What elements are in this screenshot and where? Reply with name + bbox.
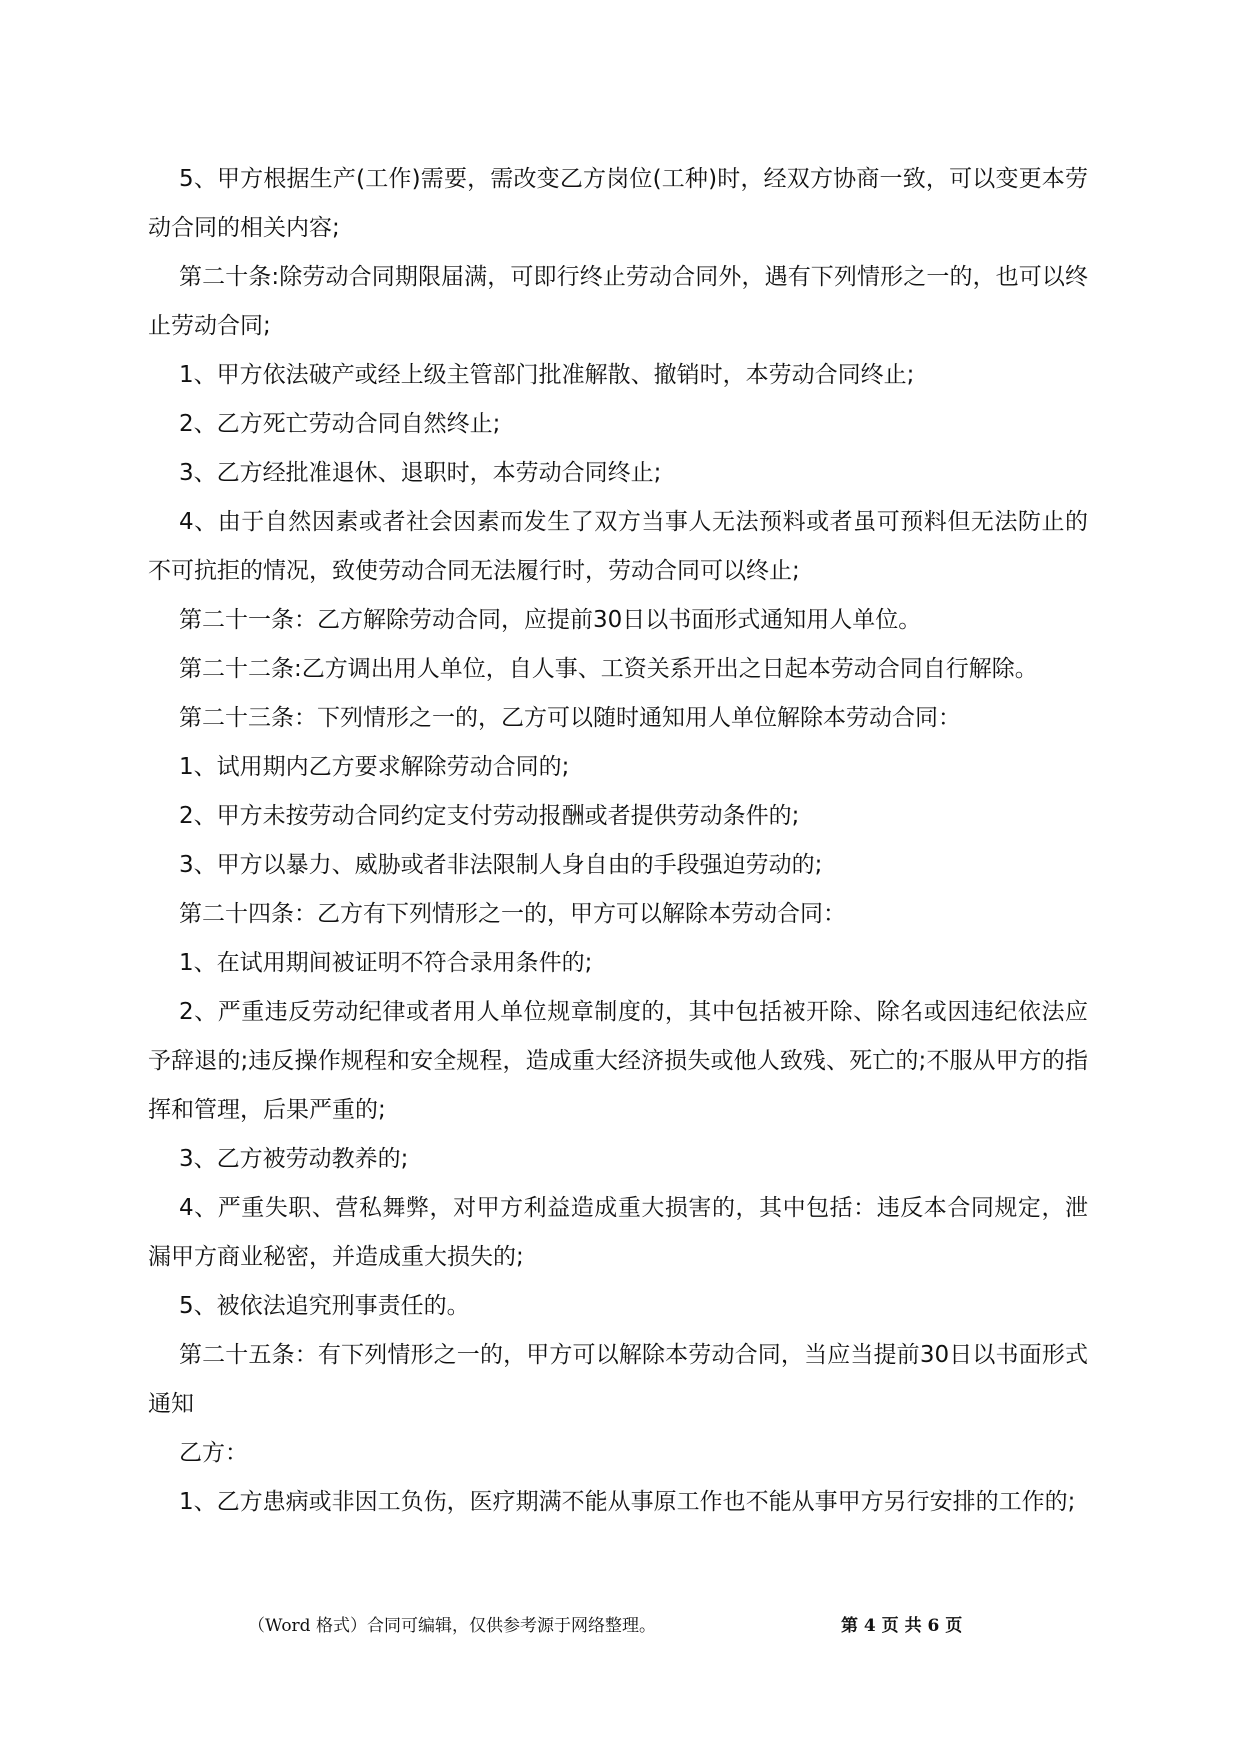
clause-paragraph: 乙方： <box>179 1440 248 1466</box>
clause-paragraph: 5、甲方根据生产(工作)需要，需改变乙方岗位(工种)时，经双方协商一致，可以变更本劳动合同的相关内容; <box>148 166 1088 241</box>
clause-paragraph: 3、乙方被劳动教养的; <box>179 1146 409 1172</box>
clause-paragraph: 第二十四条：乙方有下列情形之一的，甲方可以解除本劳动合同： <box>179 901 846 927</box>
clause-paragraph: 5、被依法追究刑事责任的。 <box>179 1293 470 1319</box>
clause-paragraph: 2、甲方未按劳动合同约定支付劳动报酬或者提供劳动条件的; <box>179 803 800 829</box>
clause-paragraph: 第二十一条：乙方解除劳动合同，应提前30日以书面形式通知用人单位。 <box>179 607 922 633</box>
clause-paragraph: 2、严重违反劳动纪律或者用人单位规章制度的，其中包括被开除、除名或因违纪依法应予辞退的;违反操作规程和安全规程，造成重大经济损失或他人致残、死亡的;不服从甲方的指挥和管理，后果严重的; <box>148 999 1088 1123</box>
clause-paragraph: 1、试用期内乙方要求解除劳动合同的; <box>179 754 570 780</box>
clause-paragraph: 第二十条:除劳动合同期限届满，可即行终止劳动合同外，遇有下列情形之一的，也可以终止劳动合同; <box>148 264 1088 339</box>
clause-paragraph: 4、严重失职、营私舞弊，对甲方利益造成重大损害的，其中包括：违反本合同规定，泄漏甲方商业秘密，并造成重大损失的; <box>148 1195 1088 1270</box>
clause-paragraph: 1、甲方依法破产或经上级主管部门批准解散、撤销时，本劳动合同终止; <box>179 362 915 388</box>
footer-note: （Word 格式）合同可编辑，仅供参考源于网络整理。 <box>248 1616 656 1636</box>
clause-paragraph: 1、在试用期间被证明不符合录用条件的; <box>179 950 593 976</box>
clause-paragraph: 4、由于自然因素或者社会因素而发生了双方当事人无法预料或者虽可预料但无法防止的不可抗拒的情况，致使劳动合同无法履行时，劳动合同可以终止; <box>148 509 1088 584</box>
clause-paragraph: 第二十五条：有下列情形之一的，甲方可以解除本劳动合同，当应当提前30日以书面形式通知 <box>148 1342 1088 1417</box>
clause-paragraph: 3、乙方经批准退休、退职时，本劳动合同终止; <box>179 460 662 486</box>
clause-paragraph: 第二十三条：下列情形之一的，乙方可以随时通知用人单位解除本劳动合同： <box>179 705 961 731</box>
clause-paragraph: 第二十二条:乙方调出用人单位，自人事、工资关系开出之日起本劳动合同自行解除。 <box>179 656 1038 682</box>
page-number: 第 4 页 共 6 页 <box>841 1616 963 1636</box>
clause-paragraph: 3、甲方以暴力、威胁或者非法限制人身自由的手段强迫劳动的; <box>179 852 823 878</box>
contract-body <box>148 155 1088 1527</box>
clause-paragraph: 1、乙方患病或非因工负伤，医疗期满不能从事原工作也不能从事甲方另行安排的工作的; <box>179 1489 1076 1515</box>
page-footer <box>0 1611 1241 1641</box>
clause-paragraph: 2、乙方死亡劳动合同自然终止; <box>179 411 501 437</box>
